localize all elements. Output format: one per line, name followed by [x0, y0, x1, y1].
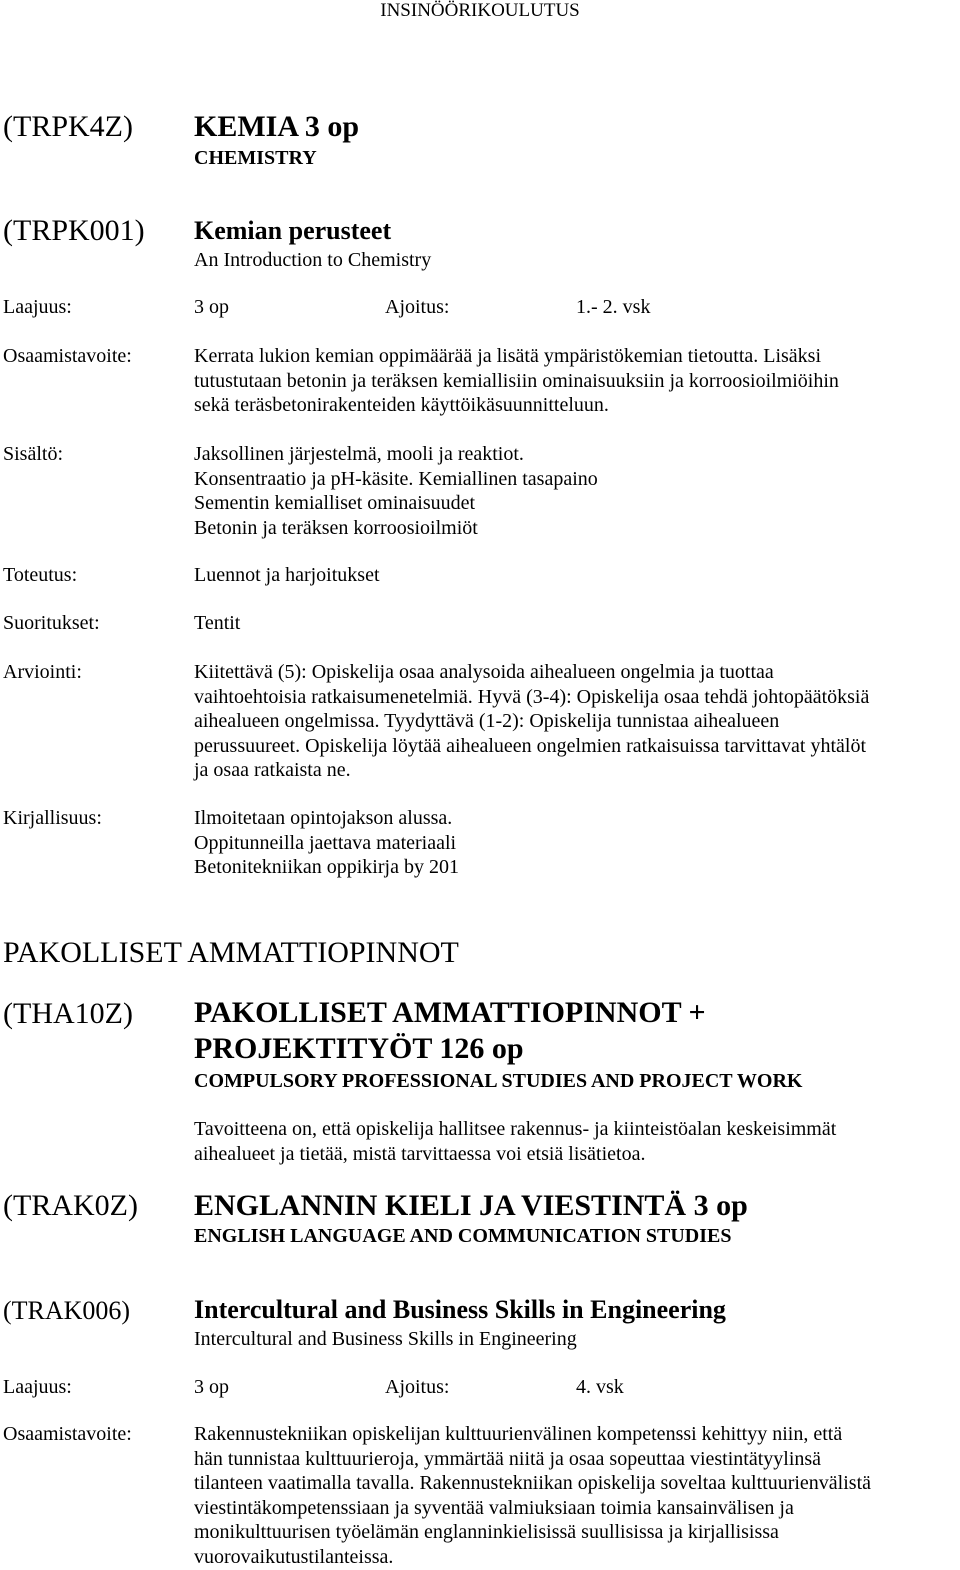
laajuus-value: 3 op	[194, 1376, 229, 1398]
section-heading: PAKOLLISET AMMATTIOPINNOT	[3, 936, 459, 969]
text-line: ja osaa ratkaista ne.	[194, 759, 351, 781]
text-line: hän tunnistaa kulttuurieroja, ymmärtää niitä ja osaa sopeuttaa viestintätyylinsä	[194, 1447, 822, 1470]
toteutus-value: Luennot ja harjoitukset	[194, 564, 380, 586]
text-line: Rakennustekniikan opiskelijan kulttuurienvälinen kompetenssi kehittyy niin, että	[194, 1423, 843, 1445]
text-line: Sementin kemialliset ominaisuudet	[194, 492, 476, 514]
text-line: tilanteen vaatimalla tavalla. Rakennustekniikan opiskelija soveltaa kulttuurienvälistä	[194, 1472, 872, 1494]
text-line: vaihtoehtoisia ratkaisumenetelmiä. Hyvä (3-4): Opiskelija osaa tehdä johtopäätöksiä	[194, 685, 870, 708]
laajuus-label: Laajuus:	[3, 1376, 72, 1398]
suoritukset-label: Suoritukset:	[3, 612, 100, 634]
osaamistavoite-text	[194, 1422, 954, 1569]
sisalto-label: Sisältö:	[3, 443, 64, 465]
course-title: Kemian perusteet	[194, 216, 392, 245]
course-title: Intercultural and Business Skills in Engineering	[194, 1295, 726, 1324]
sisalto-text	[194, 442, 954, 540]
text-line: Betonitekniikan oppikirja by 201	[194, 856, 459, 878]
text-line: perussuureet. Opiskelija löytää aihealueen ongelmien ratkaisuissa tarvittavat yhtälöt	[194, 734, 867, 757]
course-subtitle: COMPULSORY PROFESSIONAL STUDIES AND PROJECT WORK	[194, 1070, 803, 1092]
course-title: ENGLANNIN KIELI JA VIESTINTÄ 3 op	[194, 1189, 748, 1222]
page-header: INSINÖÖRIKOULUTUS	[380, 0, 580, 21]
suoritukset-value: Tentit	[194, 612, 241, 634]
arviointi-label: Arviointi:	[3, 661, 82, 683]
course-code: (TRPK001)	[3, 214, 145, 247]
laajuus-value: 3 op	[194, 296, 229, 318]
text-line: Ilmoitetaan opintojakson alussa.	[194, 807, 453, 829]
course-code: (TRPK4Z)	[3, 110, 133, 143]
text-line: monikulttuurisen työelämän englanninkielisissä suullisissa ja kirjallisissa	[194, 1521, 779, 1543]
osaamistavoite-label: Osaamistavoite:	[3, 345, 132, 367]
text-line: Konsentraatio ja pH-käsite. Kemiallinen tasapaino	[194, 467, 598, 490]
kirjallisuus-text	[194, 806, 954, 880]
ajoitus-label: Ajoitus:	[385, 296, 450, 318]
text-line: vuorovaikutustilanteissa.	[194, 1545, 394, 1568]
text-line: Tavoitteena on, että opiskelija hallitsee rakennus- ja kiinteistöalan keskeisimmät	[194, 1118, 837, 1140]
course-code: (THA10Z)	[3, 997, 133, 1030]
course-subtitle: ENGLISH LANGUAGE AND COMMUNICATION STUDIES	[194, 1225, 732, 1247]
ajoitus-label: Ajoitus:	[385, 1376, 450, 1398]
text-line: Kiitettävä (5): Opiskelija osaa analysoida aihealueen ongelmia ja tuottaa	[194, 661, 774, 683]
course-subtitle: An Introduction to Chemistry	[194, 249, 432, 271]
text-line: Jaksollinen järjestelmä, mooli ja reaktiot.	[194, 443, 524, 465]
course-title	[194, 995, 706, 1067]
toteutus-label: Toteutus:	[3, 564, 78, 586]
course-subtitle: Intercultural and Business Skills in Engineering	[194, 1328, 577, 1350]
text-line: aihealueet ja tietää, mistä tarvittaessa voi etsiä lisätietoa.	[194, 1142, 646, 1165]
kirjallisuus-label: Kirjallisuus:	[3, 807, 102, 829]
text-line: viestintäkompetenssiaan ja syventää valmiuksiaan toimia kansainvälisen ja	[194, 1496, 794, 1519]
text-line: Kerrata lukion kemian oppimäärää ja lisätä ympäristökemian tietoutta. Lisäksi	[194, 345, 822, 367]
course-code: (TRAK0Z)	[3, 1189, 138, 1222]
text-line: tutustutaan betonin ja teräksen kemiallisiin ominaisuuksiin ja korroosioilmiöihin	[194, 369, 839, 392]
course-subtitle: CHEMISTRY	[194, 147, 317, 169]
arviointi-text	[194, 660, 954, 783]
osaamistavoite-label: Osaamistavoite:	[3, 1423, 132, 1445]
ajoitus-value: 1.- 2. vsk	[576, 296, 651, 318]
course-title: KEMIA 3 op	[194, 110, 360, 143]
laajuus-label: Laajuus:	[3, 296, 72, 318]
text-line: sekä teräsbetonirakenteiden käyttöikäsuunnitteluun.	[194, 394, 609, 416]
course-code: (TRAK006)	[3, 1296, 131, 1325]
text-line: Oppitunneilla jaettava materiaali	[194, 831, 457, 854]
text-line: aihealueen ongelmissa. Tyydyttävä (1-2): Opiskelija tunnistaa aihealueen	[194, 710, 780, 732]
ajoitus-value: 4. vsk	[576, 1376, 624, 1398]
course-description	[194, 1117, 954, 1166]
course-title-line: PAKOLLISET AMMATTIOPINNOT +	[194, 996, 706, 1029]
course-title-line: PROJEKTITYÖT 126 op	[194, 1032, 524, 1065]
osaamistavoite-text	[194, 344, 954, 418]
text-line: Betonin ja teräksen korroosioilmiöt	[194, 516, 478, 539]
